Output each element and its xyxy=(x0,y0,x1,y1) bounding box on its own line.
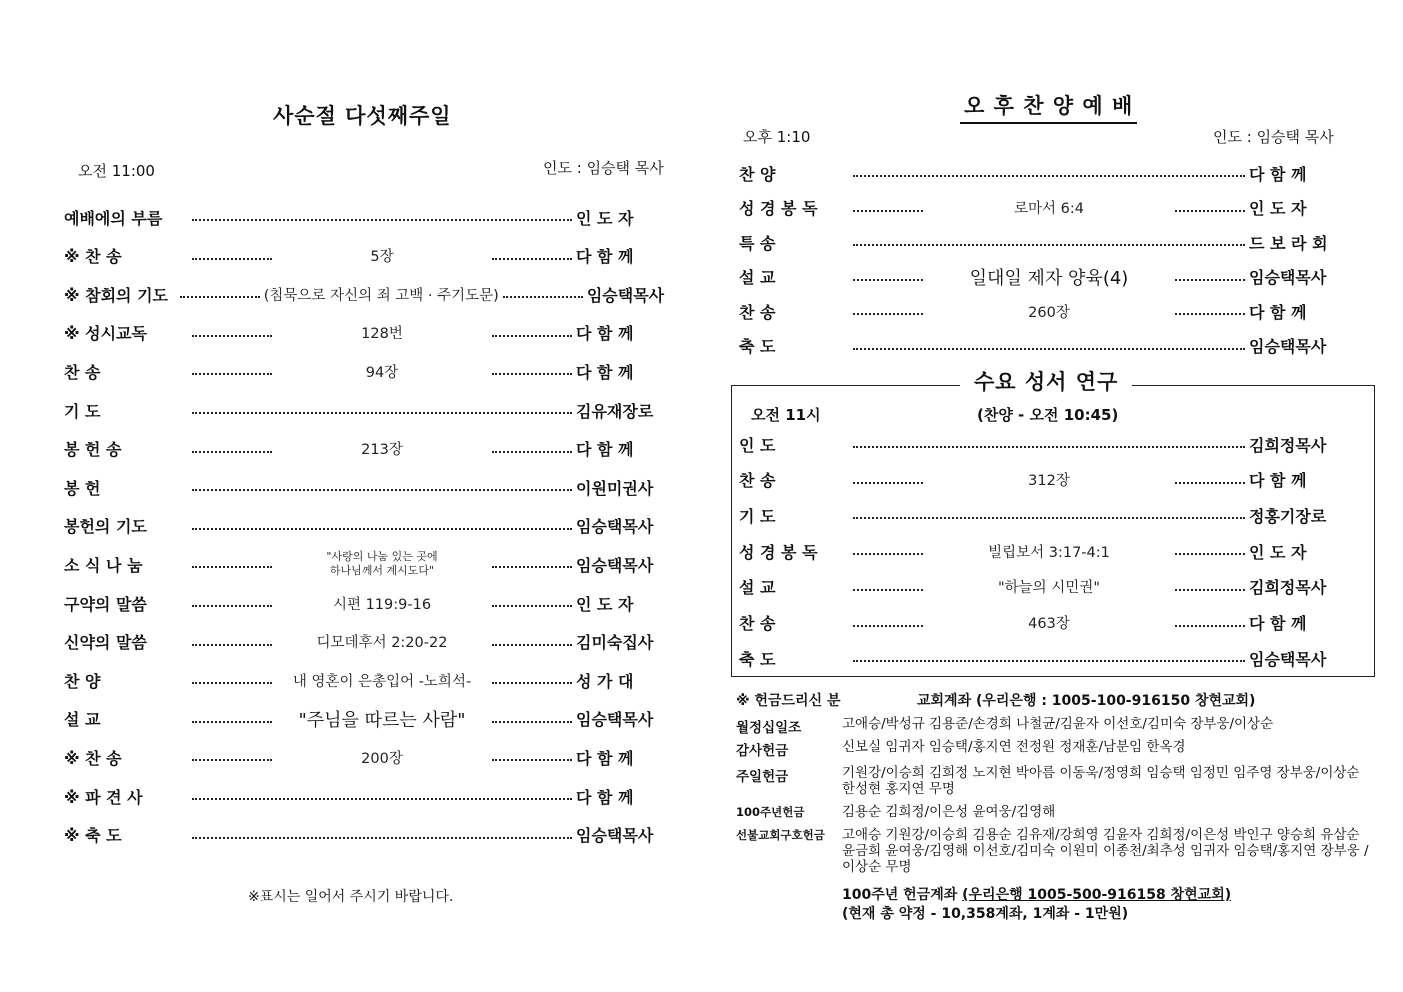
left-leader: 인도 : 임승택 목사 xyxy=(543,159,664,177)
order-content: 5장 xyxy=(370,249,394,266)
order-label: 찬 송 xyxy=(739,302,776,322)
leader-dots xyxy=(492,373,572,375)
order-label: ※ 찬 송 xyxy=(64,748,122,768)
order-label: 축 도 xyxy=(739,337,776,356)
order-row xyxy=(64,472,686,502)
order-person: 인 도 자 xyxy=(1249,542,1307,562)
order-content: 128번 xyxy=(361,326,403,343)
wednesday-title: 수요 성서 연구 xyxy=(960,366,1132,396)
offering-label: 월정십일조 xyxy=(736,720,802,736)
offering-account: 교회계좌 (우리은행 : 1005-100-916150 창현교회) xyxy=(917,693,1256,709)
order-label: 성 경 봉 독 xyxy=(739,199,818,218)
order-content: 시편 119:9-16 xyxy=(332,596,432,613)
leader-dots xyxy=(492,335,572,337)
order-row xyxy=(64,511,686,541)
order-content: (침묵으로 자신의 죄 고백 · 주기도문) xyxy=(263,287,499,304)
order-row xyxy=(739,262,1367,292)
offering-names: 신보실 임귀자 임승택/홍지연 전정원 정재훈/남분임 한옥경 xyxy=(842,739,1186,755)
wednesday-time: 오전 11시 xyxy=(751,406,821,424)
leader-dots xyxy=(492,605,572,607)
offering-row xyxy=(736,804,1376,820)
leader-dots xyxy=(492,759,572,761)
order-content: 312장 xyxy=(1028,473,1070,490)
order-row xyxy=(739,227,1367,257)
left-note: ※표시는 일어서 주시기 바랍니다. xyxy=(248,889,454,905)
order-row xyxy=(64,588,686,618)
order-person: 임승택목사 xyxy=(1249,268,1327,287)
leader-dots xyxy=(1175,313,1245,315)
leader-dots xyxy=(1175,482,1245,484)
leader-dots xyxy=(192,412,572,414)
order-person: 임승택목사 xyxy=(576,710,654,730)
leader-dots xyxy=(1175,210,1245,212)
order-person: 김유재장로 xyxy=(576,401,654,421)
order-row xyxy=(739,429,1367,459)
order-content: 200장 xyxy=(361,750,403,767)
offering-row xyxy=(736,765,1376,797)
order-label: 기 도 xyxy=(739,506,776,526)
order-person: 임승택목사 xyxy=(576,517,654,537)
order-person: 이원미권사 xyxy=(576,478,654,498)
order-label: 기 도 xyxy=(64,401,101,421)
leader-dots xyxy=(1175,279,1245,281)
order-person: 인 도 자 xyxy=(576,208,634,228)
order-row xyxy=(64,742,686,772)
order-label: 설 교 xyxy=(739,578,776,598)
order-person: 김미숙집사 xyxy=(576,633,654,653)
order-label: 봉 헌 xyxy=(64,478,101,498)
order-row xyxy=(64,395,686,425)
leader-dots xyxy=(1175,553,1245,555)
order-row xyxy=(739,296,1367,326)
order-person: 다 함 께 xyxy=(576,362,634,382)
order-row xyxy=(739,158,1367,188)
afternoon-title: 오 후 찬 양 예 배 xyxy=(960,90,1137,124)
order-label: 구약의 말씀 xyxy=(64,594,147,614)
leader-dots xyxy=(853,660,1245,662)
leader-dots xyxy=(853,175,1245,177)
order-label: 축 도 xyxy=(739,649,776,669)
order-content-line: 하나님께서 계시도다" xyxy=(329,564,435,578)
leader-dots xyxy=(192,721,272,723)
order-content: "주님을 따르는 사람" xyxy=(298,709,466,731)
order-row xyxy=(64,820,686,850)
order-person: 정홍기장로 xyxy=(1249,506,1327,526)
order-row xyxy=(64,241,686,271)
leader-dots xyxy=(192,837,572,839)
order-person: 다 함 께 xyxy=(576,324,634,344)
leader-dots xyxy=(192,798,572,800)
order-label: 특 송 xyxy=(739,233,776,253)
leader-dots xyxy=(1175,589,1245,591)
order-label: 신약의 말씀 xyxy=(64,633,147,653)
order-person: 성 가 대 xyxy=(576,671,634,691)
order-row xyxy=(64,318,686,348)
leader-dots xyxy=(192,759,272,761)
order-label: ※ 축 도 xyxy=(64,826,122,846)
leader-dots xyxy=(503,296,583,298)
leader-dots xyxy=(853,244,1245,246)
leader-dots xyxy=(192,258,272,260)
leader-dots xyxy=(853,348,1245,350)
centennial-label-text: 100주년 헌금계좌 xyxy=(842,887,958,903)
order-person: 다 함 께 xyxy=(576,247,634,267)
leader-dots xyxy=(192,335,272,337)
offering-row xyxy=(736,739,1376,759)
order-row xyxy=(739,608,1367,638)
order-person: 김희정목사 xyxy=(1249,578,1327,598)
leader-dots xyxy=(492,682,572,684)
order-person: 다 함 께 xyxy=(1249,471,1307,491)
order-label: 인 도 xyxy=(739,435,776,455)
order-person: 김희정목사 xyxy=(1249,435,1327,455)
offering-names: 고애승/박성규 김용준/손경희 나철균/김윤자 이선호/김미숙 장부웅/이상순 xyxy=(842,716,1274,732)
order-person: 임승택목사 xyxy=(576,555,654,575)
order-row xyxy=(64,704,686,734)
order-content: 로마서 6:4 xyxy=(1014,201,1084,217)
order-label: 예배에의 부름 xyxy=(64,208,163,228)
order-person: 임승택목사 xyxy=(1249,649,1327,669)
leader-dots xyxy=(180,296,260,298)
order-person: 임승택목사 xyxy=(576,826,654,846)
order-content: 디모데후서 2:20-22 xyxy=(316,635,448,652)
order-row xyxy=(64,781,686,811)
order-row xyxy=(64,434,686,464)
order-person: 드 보 라 회 xyxy=(1249,233,1328,253)
order-row xyxy=(64,356,686,386)
order-content: 463장 xyxy=(1028,616,1070,632)
order-label: 소 식 나 눔 xyxy=(64,555,143,575)
leader-dots xyxy=(192,489,572,491)
leader-dots xyxy=(192,682,272,684)
leader-dots xyxy=(192,566,272,568)
afternoon-leader: 인도 : 임승택 목사 xyxy=(1213,128,1334,146)
order-content: 일대일 제자 양육(4) xyxy=(969,267,1129,289)
leader-dots xyxy=(492,566,572,568)
order-content-line: "사랑의 나눔 있는 곳에 xyxy=(326,550,438,564)
order-label: 찬 양 xyxy=(739,164,776,184)
order-row xyxy=(64,665,686,695)
order-person: 다 함 께 xyxy=(576,440,634,460)
centennial-label xyxy=(842,884,1231,904)
order-row xyxy=(739,643,1367,673)
leader-dots xyxy=(853,589,923,591)
order-label: ※ 찬 송 xyxy=(64,247,122,267)
leader-dots xyxy=(853,446,1245,448)
order-row xyxy=(739,193,1367,223)
order-label: 봉헌의 기도 xyxy=(64,517,147,537)
order-person: 다 함 께 xyxy=(1249,302,1307,322)
offering-names: 김용순 김희정/이은성 윤여웅/김영해 xyxy=(842,804,1056,820)
wednesday-subtime: (찬양 - 오전 10:45) xyxy=(977,406,1119,424)
order-label: 설 교 xyxy=(64,710,101,730)
leader-dots xyxy=(853,517,1245,519)
order-person: 임승택목사 xyxy=(1249,337,1327,356)
order-person: 임승택목사 xyxy=(586,285,665,305)
centennial-account: (우리은행 1005-500-916158 창현교회) xyxy=(962,887,1232,903)
leader-dots xyxy=(1175,625,1245,627)
offering-label: 감사헌금 xyxy=(736,743,789,759)
pledge-text: (현재 총 약정 - 10,358계좌, 1계좌 - 1만원) xyxy=(842,906,1129,922)
order-person: 인 도 자 xyxy=(1249,199,1307,218)
offering-row xyxy=(736,827,1376,875)
offering-names: 고애승 기원강/이승희 김용순 김유재/강희영 김윤자 김희정/이은성 박인구 양승희 유삼순 윤금희 윤여웅/김영해 이선호/김미숙 이원미 이종천/최추성 임귀자 임승택/홍지연 장부웅 /이상순 무명 xyxy=(842,827,1369,875)
order-row xyxy=(739,331,1367,361)
leader-dots xyxy=(192,528,572,530)
order-row xyxy=(64,202,686,232)
order-person: 인 도 자 xyxy=(576,594,634,614)
order-content: 내 영혼이 은총입어 -노희석- xyxy=(292,673,472,690)
leader-dots xyxy=(192,644,272,646)
order-label: 설 교 xyxy=(739,268,776,287)
offering-label: 주일헌금 xyxy=(736,769,789,785)
order-row xyxy=(64,279,686,309)
order-label: ※ 성시교독 xyxy=(64,324,147,344)
leader-dots xyxy=(853,482,923,484)
order-person: 다 함 께 xyxy=(1249,614,1307,633)
order-person: 다 함 께 xyxy=(576,787,634,807)
order-label: 찬 송 xyxy=(739,614,776,633)
order-row xyxy=(739,572,1367,602)
order-content: 빌립보서 3:17-4:1 xyxy=(988,544,1110,561)
left-title: 사순절 다섯째주일 xyxy=(273,104,452,128)
leader-dots xyxy=(853,279,923,281)
order-person: 다 함 께 xyxy=(1249,164,1307,184)
offering-heading: ※ 헌금드리신 분 xyxy=(736,693,841,709)
afternoon-time: 오후 1:10 xyxy=(743,128,811,146)
leader-dots xyxy=(492,258,572,260)
offering-label: 100주년헌금 xyxy=(736,805,805,819)
order-row xyxy=(64,549,686,579)
leader-dots xyxy=(492,451,572,453)
order-label: 찬 송 xyxy=(739,471,776,491)
order-row xyxy=(739,465,1367,495)
leader-dots xyxy=(192,605,272,607)
leader-dots xyxy=(853,313,923,315)
order-content: "하늘의 시민권" xyxy=(998,580,1100,597)
order-row xyxy=(739,500,1367,530)
offering-label: 선불교회구호헌금 xyxy=(736,828,825,842)
leader-dots xyxy=(492,644,572,646)
order-row xyxy=(739,536,1367,566)
left-time: 오전 11:00 xyxy=(78,162,155,180)
leader-dots xyxy=(853,210,923,212)
order-content xyxy=(276,550,488,578)
order-content: 260장 xyxy=(1028,304,1070,321)
order-label: 봉 헌 송 xyxy=(64,440,122,460)
offering-row xyxy=(736,716,1376,736)
order-content: 213장 xyxy=(361,442,403,459)
leader-dots xyxy=(192,219,572,221)
order-label: ※ 참회의 기도 xyxy=(64,285,168,305)
order-label: 찬 양 xyxy=(64,671,101,691)
order-label: ※ 파 견 사 xyxy=(64,787,143,807)
leader-dots xyxy=(853,625,923,627)
order-row xyxy=(64,627,686,657)
order-label: 성 경 봉 독 xyxy=(739,542,818,562)
order-label: 찬 송 xyxy=(64,362,101,382)
order-person: 다 함 께 xyxy=(576,748,634,768)
leader-dots xyxy=(492,721,572,723)
order-content: 94장 xyxy=(365,364,399,381)
leader-dots xyxy=(192,451,272,453)
offering-names: 기원강/이승희 김희정 노지현 박아름 이동욱/정영희 임승택 임정민 임주영 장부웅/이상순 한성현 홍지연 무명 xyxy=(842,765,1360,797)
leader-dots xyxy=(192,373,272,375)
leader-dots xyxy=(853,553,923,555)
